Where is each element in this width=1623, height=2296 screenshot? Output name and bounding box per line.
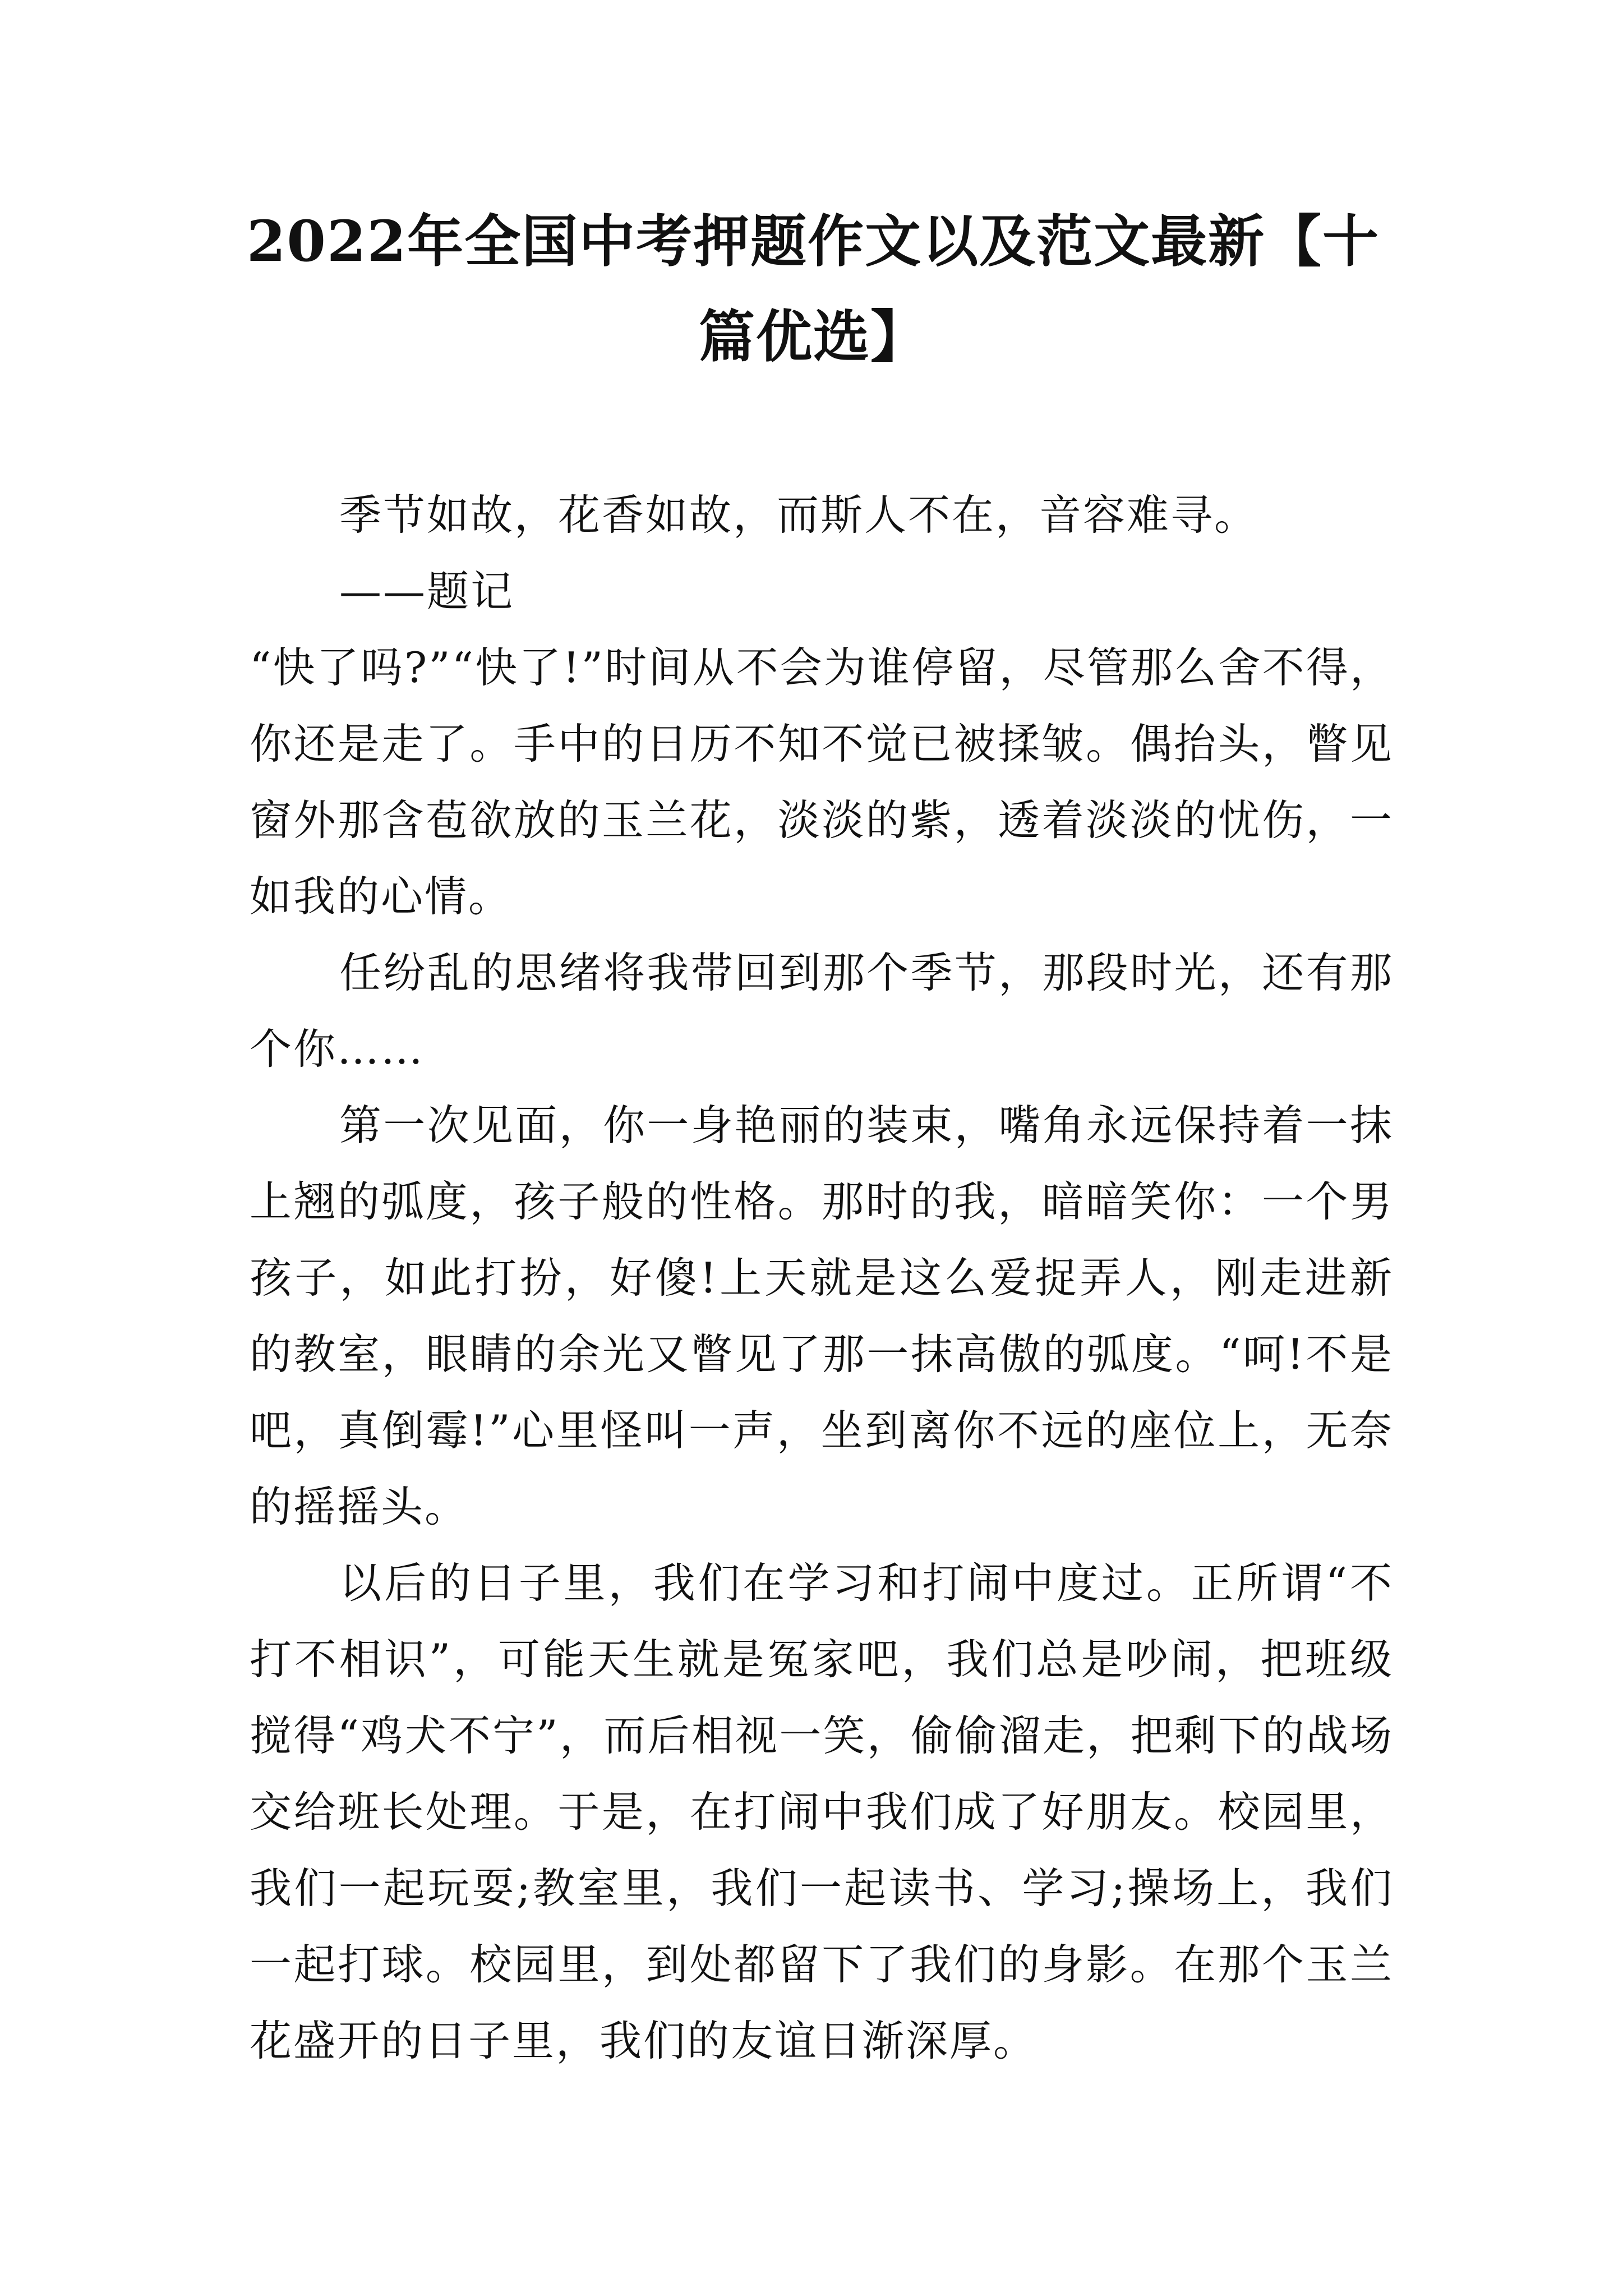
paragraph: 以后的日子里，我们在学习和打闹中度过。正所谓“不打不相识”，可能天生就是冤家吧，我们总是吵闹，把班级搅得“鸡犬不宁”，而后相视一笑，偷偷溜走，把剩下的战场交给班长处理。于是，在打闹中我们成了好朋友。校园里，我们一起玩耍;教室里，我们一起读书、学习;操场上，我们一起打球。校园里，到处都留下了我们的身影。在那个玉兰花盛开的日子里，我们的友谊日渐深厚。 — [250, 1558, 1394, 2065]
epigraph-line: 季节如故，花香如故，而斯人不在，音容难寻。 — [339, 490, 1258, 540]
document-title: 2022年全国中考押题作文以及范文最新【十篇优选】 — [246, 208, 1380, 370]
paragraph: 任纷乱的思绪将我带回到那个季节，那段时光，还有那个你…… — [250, 948, 1394, 1074]
document-body — [250, 477, 1394, 2079]
epigraph-attribution: ——题记 — [339, 567, 515, 616]
paragraph: “快了吗?”“快了!”时间从不会为谁停留，尽管那么舍不得，你还是走了。手中的日历不知不觉已被揉皱。偶抬头，瞥见窗外那含苞欲放的玉兰花，淡淡的紫，透着淡淡的忧伤，一如我的心情。 — [250, 643, 1394, 921]
paragraph: 第一次见面，你一身艳丽的装束，嘴角永远保持着一抹上翘的弧度，孩子般的性格。那时的我，暗暗笑你：一个男孩子，如此打扮，好傻!上天就是这么爱捉弄人，刚走进新的教室，眼睛的余光又瞥见了那一抹高傲的弧度。“呵!不是吧，真倒霉!”心里怪叫一声，坐到离你不远的座位上，无奈的摇摇头。 — [250, 1101, 1394, 1531]
